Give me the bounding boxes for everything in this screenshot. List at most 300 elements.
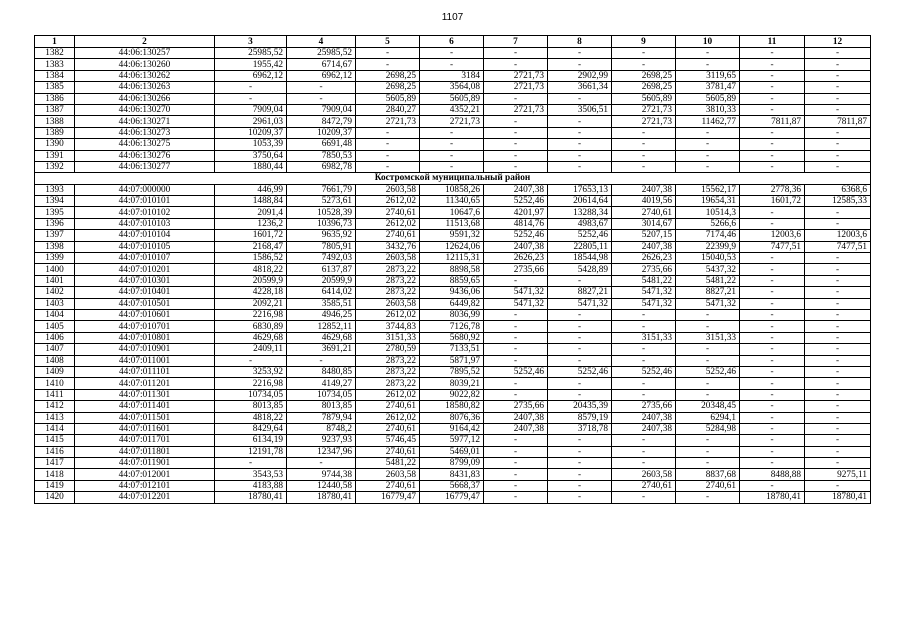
table-cell: 44:07:010301 bbox=[75, 275, 215, 286]
table-cell: - bbox=[484, 59, 548, 70]
table-cell: 12115,31 bbox=[420, 253, 484, 264]
table-cell: - bbox=[805, 378, 871, 389]
table-cell: - bbox=[740, 458, 805, 469]
table-cell: - bbox=[548, 332, 612, 343]
table-row bbox=[35, 150, 871, 161]
table-cell: - bbox=[287, 82, 356, 93]
table-cell: 6962,12 bbox=[215, 70, 287, 81]
table-cell: 5977,12 bbox=[420, 435, 484, 446]
table-cell: 1414 bbox=[35, 423, 75, 434]
table-cell: 5668,37 bbox=[420, 480, 484, 491]
table-cell: 20348,45 bbox=[676, 401, 740, 412]
table-cell: 7126,78 bbox=[420, 321, 484, 332]
table-cell: 6982,78 bbox=[287, 161, 356, 172]
table-row bbox=[35, 253, 871, 264]
table-cell: 5605,89 bbox=[676, 93, 740, 104]
table-cell: - bbox=[676, 309, 740, 320]
table-cell: - bbox=[805, 70, 871, 81]
table-row bbox=[35, 412, 871, 423]
table-cell: 2873,22 bbox=[356, 275, 420, 286]
table-cell: - bbox=[805, 127, 871, 138]
table-cell: 5266,6 bbox=[676, 218, 740, 229]
table-cell: 6134,19 bbox=[215, 435, 287, 446]
table-cell: - bbox=[805, 253, 871, 264]
table-cell: 5481,22 bbox=[612, 275, 676, 286]
table-cell: 1388 bbox=[35, 116, 75, 127]
table-cell: - bbox=[805, 458, 871, 469]
table-row bbox=[35, 332, 871, 343]
table-cell: 16779,47 bbox=[420, 492, 484, 503]
table-cell: - bbox=[548, 492, 612, 503]
table-cell: 2873,22 bbox=[356, 366, 420, 377]
table-cell: 12003,6 bbox=[805, 230, 871, 241]
table-cell: 1403 bbox=[35, 298, 75, 309]
table-cell: 1391 bbox=[35, 150, 75, 161]
table-cell: 7811,87 bbox=[740, 116, 805, 127]
table-cell: 1386 bbox=[35, 93, 75, 104]
table-cell: 6830,89 bbox=[215, 321, 287, 332]
table-cell: - bbox=[805, 93, 871, 104]
table-cell: - bbox=[805, 309, 871, 320]
table-cell: 44:07:000000 bbox=[75, 184, 215, 195]
table-cell: 8039,21 bbox=[420, 378, 484, 389]
table-cell: 20435,39 bbox=[548, 401, 612, 412]
table-cell: 4149,27 bbox=[287, 378, 356, 389]
table-row bbox=[35, 104, 871, 115]
table-cell: - bbox=[805, 82, 871, 93]
table-cell: - bbox=[740, 446, 805, 457]
table-cell: - bbox=[740, 104, 805, 115]
table-cell: 5481,22 bbox=[356, 458, 420, 469]
table-cell: - bbox=[420, 127, 484, 138]
table-cell: - bbox=[676, 492, 740, 503]
table-cell: - bbox=[548, 309, 612, 320]
table-cell: 20614,64 bbox=[548, 196, 612, 207]
table-cell: - bbox=[805, 446, 871, 457]
table-cell: 2698,25 bbox=[356, 70, 420, 81]
table-row bbox=[35, 298, 871, 309]
table-cell: 2721,73 bbox=[484, 104, 548, 115]
table-cell: 2407,38 bbox=[484, 184, 548, 195]
table-cell: - bbox=[740, 218, 805, 229]
table-cell: 2735,66 bbox=[612, 264, 676, 275]
table-cell: - bbox=[548, 150, 612, 161]
table-cell: - bbox=[484, 321, 548, 332]
table-cell: 7477,51 bbox=[805, 241, 871, 252]
header-cell: 12 bbox=[805, 36, 871, 48]
table-cell: 5252,46 bbox=[548, 230, 612, 241]
table-cell: 8013,85 bbox=[287, 401, 356, 412]
table-cell: - bbox=[215, 458, 287, 469]
table-cell: 7811,87 bbox=[805, 116, 871, 127]
table-cell: 8799,09 bbox=[420, 458, 484, 469]
table-cell: 44:06:130273 bbox=[75, 127, 215, 138]
table-cell: 22805,11 bbox=[548, 241, 612, 252]
table-cell: 2873,22 bbox=[356, 287, 420, 298]
table-cell: - bbox=[740, 48, 805, 59]
table-row bbox=[35, 321, 871, 332]
table-cell: 5481,22 bbox=[676, 275, 740, 286]
table-cell: - bbox=[484, 344, 548, 355]
table-cell: - bbox=[612, 344, 676, 355]
table-cell: 10514,3 bbox=[676, 207, 740, 218]
table-cell: - bbox=[548, 275, 612, 286]
table-cell: 5252,46 bbox=[484, 366, 548, 377]
table-cell: 6294,1 bbox=[676, 412, 740, 423]
table-cell: 2740,61 bbox=[356, 480, 420, 491]
table-cell: 44:07:010101 bbox=[75, 196, 215, 207]
table-cell: 5471,32 bbox=[612, 287, 676, 298]
table-cell: 22399,9 bbox=[676, 241, 740, 252]
table-cell: - bbox=[740, 150, 805, 161]
table-cell: 2873,22 bbox=[356, 355, 420, 366]
table-cell: 4818,22 bbox=[215, 264, 287, 275]
table-cell: 5605,89 bbox=[356, 93, 420, 104]
table-cell: - bbox=[484, 446, 548, 457]
table-cell: 8837,68 bbox=[676, 469, 740, 480]
table-row bbox=[35, 446, 871, 457]
table-cell: - bbox=[805, 389, 871, 400]
table-cell: - bbox=[420, 59, 484, 70]
table-cell: - bbox=[805, 401, 871, 412]
table-cell: 9635,92 bbox=[287, 230, 356, 241]
table-cell: - bbox=[356, 139, 420, 150]
table-cell: - bbox=[356, 150, 420, 161]
table-cell: 2407,38 bbox=[612, 241, 676, 252]
table-cell: 8579,19 bbox=[548, 412, 612, 423]
table-cell: - bbox=[484, 150, 548, 161]
table-cell: 6449,82 bbox=[420, 298, 484, 309]
table-cell: - bbox=[740, 435, 805, 446]
table-cell: - bbox=[420, 48, 484, 59]
table-cell: 2698,25 bbox=[612, 82, 676, 93]
table-cell: 3543,53 bbox=[215, 469, 287, 480]
table-cell: 4228,18 bbox=[215, 287, 287, 298]
table-cell: 1488,84 bbox=[215, 196, 287, 207]
table-row bbox=[35, 275, 871, 286]
table-cell: - bbox=[740, 423, 805, 434]
table-row bbox=[35, 435, 871, 446]
table-cell: - bbox=[805, 332, 871, 343]
header-cell: 2 bbox=[75, 36, 215, 48]
table-cell: - bbox=[740, 287, 805, 298]
table-cell: 1401 bbox=[35, 275, 75, 286]
table-cell: 3432,76 bbox=[356, 241, 420, 252]
table-cell: 7909,04 bbox=[287, 104, 356, 115]
table-cell: - bbox=[548, 389, 612, 400]
table-cell: 2407,38 bbox=[484, 412, 548, 423]
table-cell: 44:07:012001 bbox=[75, 469, 215, 480]
table-cell: 2740,61 bbox=[356, 207, 420, 218]
table-cell: 7909,04 bbox=[215, 104, 287, 115]
table-row bbox=[35, 423, 871, 434]
table-cell: 2740,61 bbox=[612, 207, 676, 218]
table-cell: - bbox=[676, 139, 740, 150]
table-cell: 20599,9 bbox=[287, 275, 356, 286]
table-cell: - bbox=[612, 458, 676, 469]
table-cell: - bbox=[484, 48, 548, 59]
table-row bbox=[35, 184, 871, 195]
table-cell: 2091,4 bbox=[215, 207, 287, 218]
table-cell: - bbox=[805, 161, 871, 172]
header-cell: 11 bbox=[740, 36, 805, 48]
table-cell: 44:07:011301 bbox=[75, 389, 215, 400]
table-cell: 2840,27 bbox=[356, 104, 420, 115]
table-cell: 44:06:130277 bbox=[75, 161, 215, 172]
table-cell: 3506,51 bbox=[548, 104, 612, 115]
table-cell: 6962,12 bbox=[287, 70, 356, 81]
table-cell: 2735,66 bbox=[612, 401, 676, 412]
table-cell: 44:07:010901 bbox=[75, 344, 215, 355]
table-cell: - bbox=[805, 435, 871, 446]
table-cell: - bbox=[612, 378, 676, 389]
table-cell: - bbox=[740, 321, 805, 332]
table-cell: 5437,32 bbox=[676, 264, 740, 275]
table-cell: 2721,73 bbox=[484, 70, 548, 81]
table-cell: 5471,32 bbox=[676, 298, 740, 309]
table-cell: 2721,73 bbox=[612, 104, 676, 115]
table-cell: 44:07:010501 bbox=[75, 298, 215, 309]
table-cell: - bbox=[484, 480, 548, 491]
table-cell: 1880,44 bbox=[215, 161, 287, 172]
table-cell: 16779,47 bbox=[356, 492, 420, 503]
table-cell: 3151,33 bbox=[612, 332, 676, 343]
table-cell: - bbox=[676, 458, 740, 469]
table-cell: - bbox=[612, 446, 676, 457]
header-cell: 5 bbox=[356, 36, 420, 48]
table-row bbox=[35, 139, 871, 150]
table-cell: 3151,33 bbox=[676, 332, 740, 343]
table-cell: 12440,58 bbox=[287, 480, 356, 491]
table-cell: 2626,23 bbox=[612, 253, 676, 264]
table-cell: - bbox=[356, 48, 420, 59]
table-cell: 1387 bbox=[35, 104, 75, 115]
table-cell: 10734,05 bbox=[287, 389, 356, 400]
table-cell: - bbox=[740, 378, 805, 389]
table-cell: - bbox=[612, 150, 676, 161]
table-cell: 1420 bbox=[35, 492, 75, 503]
table-cell: 1396 bbox=[35, 218, 75, 229]
table-cell: 12852,11 bbox=[287, 321, 356, 332]
table-cell: - bbox=[740, 366, 805, 377]
table-cell: - bbox=[612, 139, 676, 150]
table-cell: 44:07:012201 bbox=[75, 492, 215, 503]
table-cell: - bbox=[676, 446, 740, 457]
table-cell: 10528,39 bbox=[287, 207, 356, 218]
table-cell: 8859,65 bbox=[420, 275, 484, 286]
table-cell: 9164,42 bbox=[420, 423, 484, 434]
table-cell: - bbox=[805, 59, 871, 70]
table-cell: 44:07:010105 bbox=[75, 241, 215, 252]
table-cell: - bbox=[805, 48, 871, 59]
table-cell: 7879,94 bbox=[287, 412, 356, 423]
table-cell: - bbox=[805, 104, 871, 115]
table-cell: - bbox=[356, 59, 420, 70]
table-row bbox=[35, 196, 871, 207]
table-cell: 8472,79 bbox=[287, 116, 356, 127]
header-cell: 7 bbox=[484, 36, 548, 48]
table-cell: 4019,56 bbox=[612, 196, 676, 207]
table-cell: - bbox=[356, 161, 420, 172]
table-cell: 7850,53 bbox=[287, 150, 356, 161]
table-cell: - bbox=[805, 366, 871, 377]
table-cell: 1398 bbox=[35, 241, 75, 252]
table-cell: - bbox=[420, 161, 484, 172]
table-cell: - bbox=[215, 355, 287, 366]
table-cell: 3014,67 bbox=[612, 218, 676, 229]
table-cell: - bbox=[548, 59, 612, 70]
table-cell: 1236,2 bbox=[215, 218, 287, 229]
table-cell: 44:07:011401 bbox=[75, 401, 215, 412]
table-cell: - bbox=[612, 389, 676, 400]
table-cell: 25985,52 bbox=[287, 48, 356, 59]
table-cell: 11513,68 bbox=[420, 218, 484, 229]
table-cell: 44:07:010103 bbox=[75, 218, 215, 229]
table-cell: 1408 bbox=[35, 355, 75, 366]
table-cell: 3119,65 bbox=[676, 70, 740, 81]
table-cell: 18780,41 bbox=[215, 492, 287, 503]
table-cell: - bbox=[805, 355, 871, 366]
table-cell: - bbox=[740, 298, 805, 309]
table-cell: - bbox=[484, 458, 548, 469]
table-cell: - bbox=[805, 207, 871, 218]
table-cell: 1586,52 bbox=[215, 253, 287, 264]
table-cell: 7895,52 bbox=[420, 366, 484, 377]
table-cell: - bbox=[215, 93, 287, 104]
table-cell: 44:06:130260 bbox=[75, 59, 215, 70]
table-cell: - bbox=[740, 207, 805, 218]
table-cell: 44:07:011701 bbox=[75, 435, 215, 446]
table-cell: 1410 bbox=[35, 378, 75, 389]
table-row bbox=[35, 127, 871, 138]
table-cell: 2961,03 bbox=[215, 116, 287, 127]
header-cell: 6 bbox=[420, 36, 484, 48]
table-cell: 2603,58 bbox=[356, 184, 420, 195]
table-cell: 18780,41 bbox=[805, 492, 871, 503]
table-cell: 4183,88 bbox=[215, 480, 287, 491]
table-cell: 2216,98 bbox=[215, 309, 287, 320]
table-cell: - bbox=[676, 389, 740, 400]
table-cell: 4983,67 bbox=[548, 218, 612, 229]
table-cell: 1383 bbox=[35, 59, 75, 70]
table-cell: 12347,96 bbox=[287, 446, 356, 457]
table-cell: 44:06:130275 bbox=[75, 139, 215, 150]
table-cell: 2721,73 bbox=[420, 116, 484, 127]
table-row bbox=[35, 401, 871, 412]
table-cell: 44:07:012101 bbox=[75, 480, 215, 491]
table-cell: 2780,59 bbox=[356, 344, 420, 355]
table-cell: 2603,58 bbox=[356, 253, 420, 264]
table-cell: - bbox=[484, 93, 548, 104]
table-cell: - bbox=[612, 492, 676, 503]
table-cell: 1412 bbox=[35, 401, 75, 412]
table-cell: - bbox=[484, 469, 548, 480]
table-cell: - bbox=[740, 139, 805, 150]
table-cell: 44:06:130262 bbox=[75, 70, 215, 81]
table-cell: 12585,33 bbox=[805, 196, 871, 207]
page-number: 1107 bbox=[441, 12, 464, 23]
table-cell: 4818,22 bbox=[215, 412, 287, 423]
table-cell: - bbox=[740, 309, 805, 320]
table-cell: 2603,58 bbox=[356, 469, 420, 480]
table-row bbox=[35, 344, 871, 355]
table-cell: 6691,48 bbox=[287, 139, 356, 150]
table-cell: - bbox=[612, 59, 676, 70]
table-cell: 8431,83 bbox=[420, 469, 484, 480]
table-cell: 1407 bbox=[35, 344, 75, 355]
table-cell: 1409 bbox=[35, 366, 75, 377]
table-cell: 18780,41 bbox=[740, 492, 805, 503]
table-cell: 3718,78 bbox=[548, 423, 612, 434]
table-cell: 1955,42 bbox=[215, 59, 287, 70]
table-cell: 8013,85 bbox=[215, 401, 287, 412]
table-cell: 3184 bbox=[420, 70, 484, 81]
table-cell: 8488,88 bbox=[740, 469, 805, 480]
table-cell: - bbox=[805, 218, 871, 229]
table-cell: 4352,21 bbox=[420, 104, 484, 115]
table-cell: 6368,6 bbox=[805, 184, 871, 195]
table-cell: - bbox=[805, 139, 871, 150]
table-cell: 2612,02 bbox=[356, 218, 420, 229]
table-cell: - bbox=[548, 435, 612, 446]
table-row bbox=[35, 48, 871, 59]
table-cell: - bbox=[740, 59, 805, 70]
table-cell: 5284,98 bbox=[676, 423, 740, 434]
table-cell: 2873,22 bbox=[356, 378, 420, 389]
table-cell: 44:07:010401 bbox=[75, 287, 215, 298]
table-cell: 1392 bbox=[35, 161, 75, 172]
table-cell: 2626,23 bbox=[484, 253, 548, 264]
table-cell: - bbox=[484, 355, 548, 366]
table-row bbox=[35, 480, 871, 491]
table-cell: - bbox=[805, 298, 871, 309]
table-cell: 2735,66 bbox=[484, 264, 548, 275]
table-cell: 25985,52 bbox=[215, 48, 287, 59]
header-cell: 3 bbox=[215, 36, 287, 48]
table-cell: 3564,08 bbox=[420, 82, 484, 93]
table-cell: 44:07:010201 bbox=[75, 264, 215, 275]
table-cell: 1053,39 bbox=[215, 139, 287, 150]
table-cell: 7661,79 bbox=[287, 184, 356, 195]
table-cell: 1390 bbox=[35, 139, 75, 150]
table-cell: 8827,21 bbox=[548, 287, 612, 298]
table-cell: 1413 bbox=[35, 412, 75, 423]
table-row bbox=[35, 355, 871, 366]
table-cell: - bbox=[484, 127, 548, 138]
table-cell: - bbox=[287, 458, 356, 469]
table-cell: 5273,61 bbox=[287, 196, 356, 207]
table-cell: - bbox=[548, 48, 612, 59]
table-cell: - bbox=[484, 435, 548, 446]
table-cell: 11340,65 bbox=[420, 196, 484, 207]
table-cell: - bbox=[484, 492, 548, 503]
table-cell: 44:06:130276 bbox=[75, 150, 215, 161]
table-cell: 8036,99 bbox=[420, 309, 484, 320]
table-cell: - bbox=[805, 321, 871, 332]
table-cell: 2740,61 bbox=[356, 446, 420, 457]
table-cell: - bbox=[805, 480, 871, 491]
table-cell: 4946,25 bbox=[287, 309, 356, 320]
table-cell: 4814,76 bbox=[484, 218, 548, 229]
table-cell: 2612,02 bbox=[356, 412, 420, 423]
table-cell: 5252,46 bbox=[612, 366, 676, 377]
table-cell: 1601,72 bbox=[740, 196, 805, 207]
table-cell: - bbox=[805, 264, 871, 275]
table-cell: 7492,03 bbox=[287, 253, 356, 264]
table-cell: 3253,92 bbox=[215, 366, 287, 377]
header-cell: 10 bbox=[676, 36, 740, 48]
table-cell: 44:06:130271 bbox=[75, 116, 215, 127]
